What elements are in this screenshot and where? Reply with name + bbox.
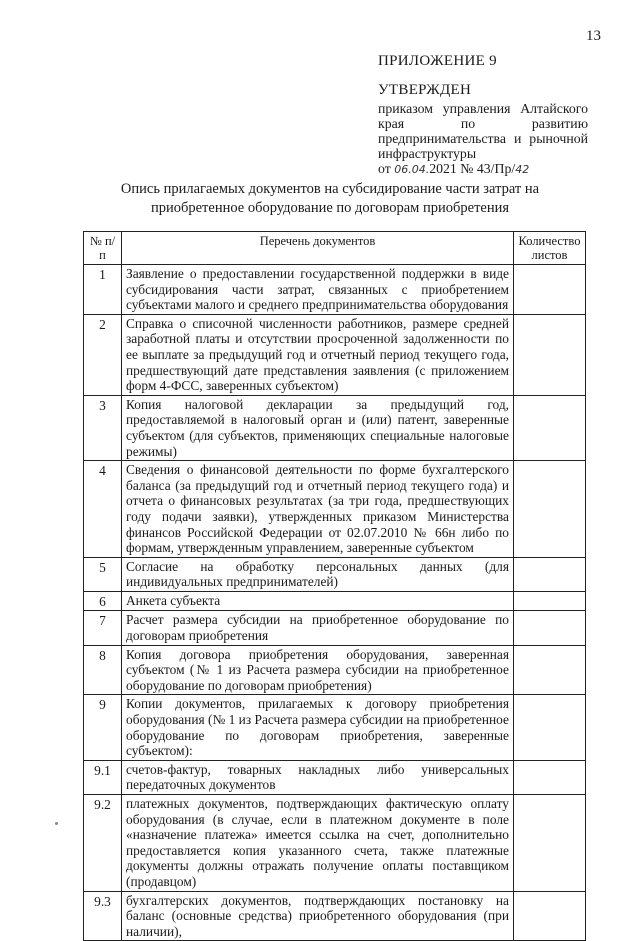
table-row [84,265,586,315]
approval-stamp-block [378,53,588,177]
row-sheet-count [514,265,586,315]
table-header-row [84,232,586,265]
page-number: 13 [586,28,601,44]
row-document-text: бухгалтерских документов, подтверждающих постановку на баланс (основные средства) приобретенного оборудования (при наличии), [122,891,514,941]
approved-label: УТВЕРЖДЕН [378,82,472,98]
header-docs: Перечень документов [122,232,514,265]
row-document-text: Анкета субъекта [122,591,514,611]
row-document-text: счетов-фактур, товарных накладных либо универсальных передаточных документов [122,760,514,794]
row-number: 5 [84,557,122,591]
margin-dot [55,822,58,825]
row-number: 1 [84,265,122,315]
table-row [84,795,586,892]
documents-table [83,231,586,941]
order-date-line [378,161,588,177]
row-document-text: платежных документов, подтверждающих фактическую оплату оборудования (в случае, если в платежном документе в поле «назначение платежа» имеется ссылка на счет, дополнительно предоставляется копия указанного счета, также платежные документы должны отражать получение оплаты поставщиком (продавцом) [122,795,514,892]
row-number: 4 [84,461,122,558]
order-text: приказом управления Алтайского края по развитию предпринимательства и рыночной инфраструктуры [378,101,588,161]
row-document-text: Сведения о финансовой деятельности по форме бухгалтерского баланса (за предыдущий год и отчетный период текущего года) и отчета о финансовых результатах (за три года, предшествующих году подачи заявки), утвержденных приказом Министерства финансов Российской Федерации от 02.07.2010 № 66н либо по формам, утвержденным управлением, заверенные субъектом [122,461,514,558]
document-title: Опись прилагаемых документов на субсидирование части затрат на приобретенное оборудование по договорам приобретения [120,181,540,216]
date-prefix: от [378,161,391,176]
table-row [84,695,586,760]
table-row [84,461,586,558]
row-document-text: Согласие на обработку персональных данных (для индивидуальных предпринимателей) [122,557,514,591]
row-sheet-count [514,611,586,645]
row-sheet-count [514,314,586,395]
appendix-label: ПРИЛОЖЕНИЕ 9 [378,53,497,69]
row-document-text: Справка о списочной численности работников, размере средней заработной платы и отсутствии просроченной задолженности по ее выплате за предыдущий год и отчетный период текущего года, предшествующий дате представления заявления (с приложением форм 4-ФСС, заверенных субъектом) [122,314,514,395]
table-row [84,591,586,611]
row-sheet-count [514,591,586,611]
row-number: 9 [84,695,122,760]
order-number-label: № 43/Пр/ [460,161,516,176]
row-sheet-count [514,395,586,460]
row-sheet-count [514,891,586,941]
handwritten-order-number: 42 [515,163,530,176]
row-number: 6 [84,591,122,611]
table-row [84,645,586,695]
header-qty: Количество листов [514,232,586,265]
table-row [84,314,586,395]
table-row [84,395,586,460]
row-sheet-count [514,461,586,558]
row-document-text: Копия договора приобретения оборудования, заверенная субъектом (№ 1 из Расчета размера субсидии на приобретенное оборудование по договорам приобретения) [122,645,514,695]
row-number: 9.1 [84,760,122,794]
row-document-text: Расчет размера субсидии на приобретенное оборудование по договорам приобретения [122,611,514,645]
row-number: 8 [84,645,122,695]
table-row [84,891,586,941]
date-year: 2021 [429,161,457,176]
row-sheet-count [514,760,586,794]
row-number: 2 [84,314,122,395]
row-number: 9.2 [84,795,122,892]
row-document-text: Заявление о предоставлении государственной поддержки в виде субсидирования части затрат, связанных с приобретением субъектами малого и среднего предпринимательства оборудования [122,265,514,315]
row-number: 3 [84,395,122,460]
handwritten-date: 06.04. [394,163,430,176]
row-document-text: Копии документов, прилагаемых к договору приобретения оборудования (№ 1 из Расчета размера субсидии на приобретенное оборудование по договорам приобретения, заверенные субъектом): [122,695,514,760]
row-number: 7 [84,611,122,645]
table-row [84,760,586,794]
row-sheet-count [514,557,586,591]
row-sheet-count [514,695,586,760]
row-sheet-count [514,645,586,695]
table-body [84,265,586,941]
row-sheet-count [514,795,586,892]
table-row [84,557,586,591]
row-document-text: Копия налоговой декларации за предыдущий год, предоставляемой в налоговый орган и (или) патент, заверенные субъектом (для субъектов, применяющих специальные налоговые режимы) [122,395,514,460]
header-num: № п/п [84,232,122,265]
table-row [84,611,586,645]
row-number: 9.3 [84,891,122,941]
